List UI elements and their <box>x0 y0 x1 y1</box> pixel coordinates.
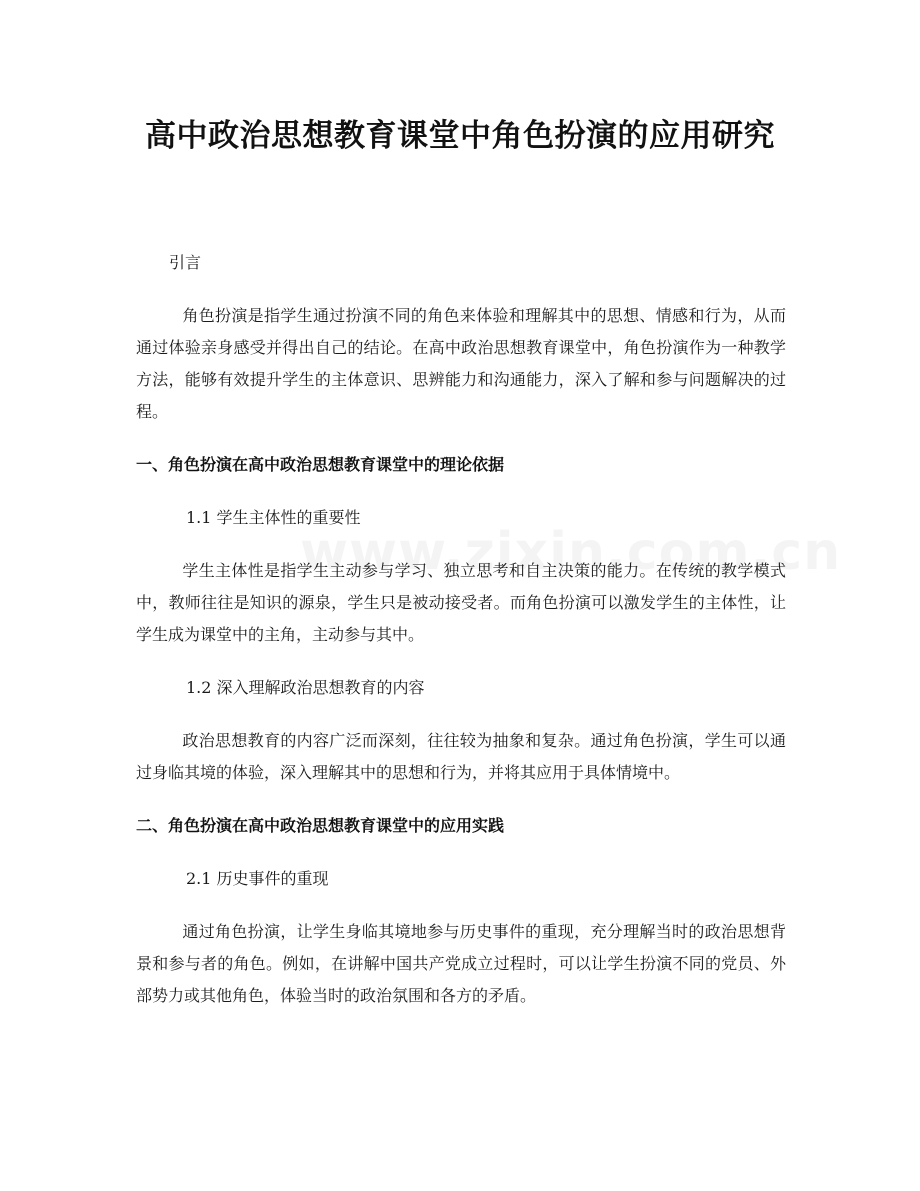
intro-heading: 引言 <box>169 253 202 272</box>
subsection-1-2-heading: 1.2 深入理解政治思想教育的内容 <box>186 678 425 697</box>
intro-paragraph: 角色扮演是指学生通过扮演不同的角色来体验和理解其中的思想、情感和行为，从而通过体验亲身感受并得出自己的结论。在高中政治思想教育课堂中，角色扮演作为一种教学方法，能够有效提升学生的主体意识、思辨能力和沟通能力，深入了解和参与问题解决的过程。 <box>136 306 786 421</box>
subsection-1-2-paragraph: 政治思想教育的内容广泛而深刻，往往较为抽象和复杂。通过角色扮演，学生可以通过身临其境的体验，深入理解其中的思想和行为，并将其应用于具体情境中。 <box>136 731 786 782</box>
document-body <box>136 247 786 1033</box>
document-title: 高中政治思想教育课堂中角色扮演的应用研究 <box>145 118 775 154</box>
section-2-heading: 二、角色扮演在高中政治思想教育课堂中的应用实践 <box>136 816 505 835</box>
subsection-2-1-heading: 2.1 历史事件的重现 <box>186 869 329 888</box>
subsection-1-1-paragraph: 学生主体性是指学生主动参与学习、独立思考和自主决策的能力。在传统的教学模式中，教师往往是知识的源泉，学生只是被动接受者。而角色扮演可以激发学生的主体性，让学生成为课堂中的主角，主动参与其中。 <box>136 561 786 644</box>
subsection-1-1-heading: 1.1 学生主体性的重要性 <box>186 508 361 527</box>
subsection-2-1-paragraph: 通过角色扮演，让学生身临其境地参与历史事件的重现，充分理解当时的政治思想背景和参与者的角色。例如，在讲解中国共产党成立过程时，可以让学生扮演不同的党员、外部势力或其他角色，体验当时的政治氛围和各方的矛盾。 <box>136 922 786 1005</box>
section-1-heading: 一、角色扮演在高中政治思想教育课堂中的理论依据 <box>136 455 505 474</box>
